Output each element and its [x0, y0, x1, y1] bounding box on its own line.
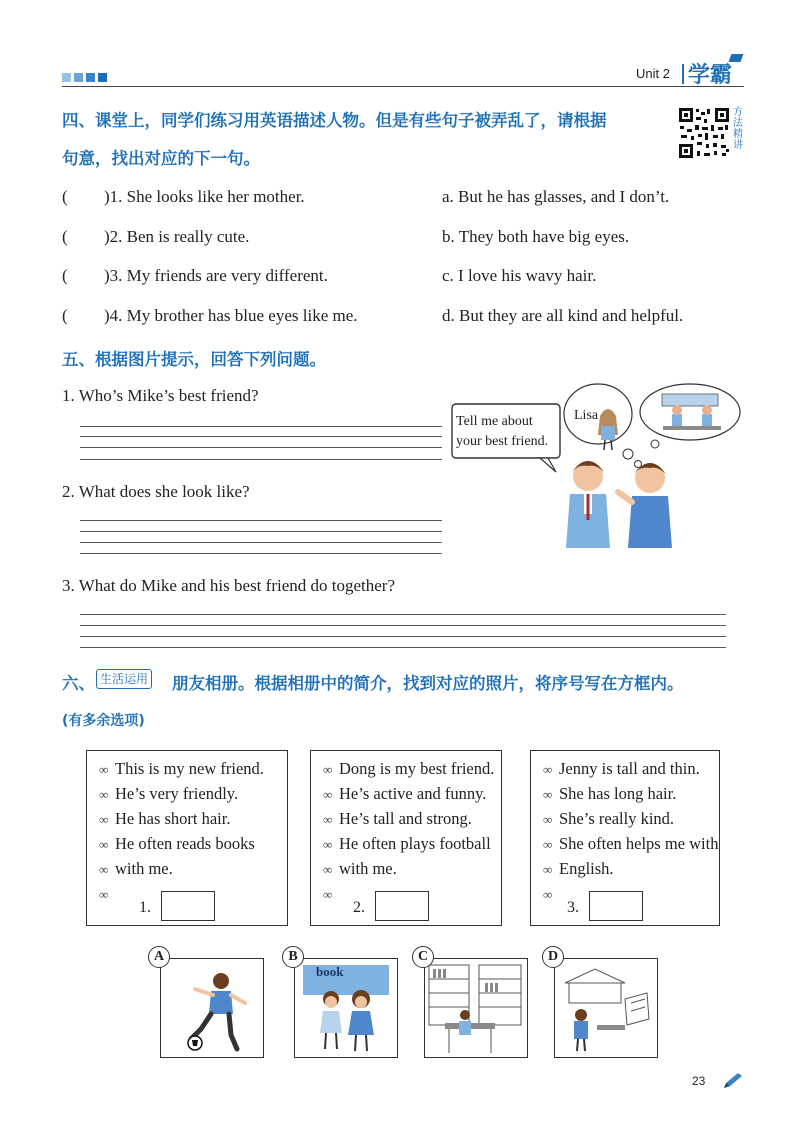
s4-item-2-text: )2. Ben is really cute. [104, 227, 250, 246]
s4-option-d: d. But they are all kind and helpful. [442, 306, 684, 325]
qr-code[interactable] [678, 107, 730, 159]
album-card-1 [86, 750, 288, 926]
section6-title: 朋友相册。根据相册中的简介，找到对应的照片，将序号写在方框内。 [172, 674, 684, 693]
header-divider [682, 64, 684, 84]
thought-bubble-name: Lisa [574, 408, 599, 423]
card3-answer-box[interactable] [589, 891, 643, 921]
card2-line2: ∞ He’s active and funny. [323, 784, 487, 803]
page-number: 23 [692, 1074, 706, 1088]
s4-option-a: a. But he has glasses, and I don’t. [442, 187, 670, 206]
section5-title: 五、根据图片提示，回答下列问题。 [62, 350, 326, 369]
s4-item-4-paren[interactable]: ( [62, 306, 68, 325]
card2-line5: ∞ with me. [323, 859, 397, 878]
photo-a[interactable] [160, 958, 264, 1058]
card1-line5: ∞ with me. [99, 859, 173, 878]
header-rule [62, 86, 744, 87]
s5-question-2: 2. What does she look like? [62, 482, 250, 501]
section6-tag: 生活运用 [96, 669, 152, 689]
brand-cap-icon [729, 54, 744, 62]
pencil-icon [722, 1072, 744, 1095]
photo-c[interactable] [424, 958, 528, 1058]
s4-item-3-text: )3. My friends are very different. [104, 266, 328, 285]
s5-question-3: 3. What do Mike and his best friend do together? [62, 576, 395, 595]
card2-number: 2. [353, 899, 365, 916]
card1-line3: ∞ He has short hair. [99, 809, 231, 828]
card2-answer-box[interactable] [375, 891, 429, 921]
card3-line5: ∞ English. [543, 859, 614, 878]
card1-number: 1. [139, 899, 151, 916]
brand-logo: 学霸 [688, 63, 733, 88]
card3-line1: ∞ Jenny is tall and thin. [543, 759, 700, 778]
card3-line3: ∞ She’s really kind. [543, 809, 675, 828]
speech-bubble-line1: Tell me about [456, 414, 533, 429]
card1-line4: ∞ He often reads books [99, 834, 255, 853]
section6-prefix: 六、 [62, 674, 95, 693]
photo-a-label: A [148, 946, 170, 968]
speech-bubble-line2: your best friend. [456, 434, 549, 449]
s5-question-1: 1. Who’s Mike’s best friend? [62, 386, 259, 405]
card1-answer-box[interactable] [161, 891, 215, 921]
photo-d-label: D [542, 946, 564, 968]
qr-caption: 方法精讲 [733, 107, 743, 151]
album-card-2 [310, 750, 502, 926]
photo-c-label: C [412, 946, 434, 968]
section4-title-line2: 句意，找出对应的下一句。 [62, 149, 260, 168]
photo-b[interactable] [294, 958, 398, 1058]
card3-ring: ∞ [543, 887, 553, 902]
header-squares [62, 69, 107, 87]
card2-line1: ∞ Dong is my best friend. [323, 759, 495, 778]
photo-b-sign: book [316, 964, 344, 979]
unit-label: Unit 2 [636, 66, 670, 81]
s4-item-4-text: )4. My brother has blue eyes like me. [104, 306, 358, 325]
s4-option-b: b. They both have big eyes. [442, 227, 630, 246]
s4-item-1-paren[interactable]: ( [62, 187, 68, 206]
card2-line4: ∞ He often plays football [323, 834, 491, 853]
photo-d[interactable] [554, 958, 658, 1058]
card1-ring: ∞ [99, 887, 109, 902]
s4-item-1-text: )1. She looks like her mother. [104, 187, 305, 206]
photo-b-label: B [282, 946, 304, 968]
card2-ring: ∞ [323, 887, 333, 902]
card2-line3: ∞ He’s tall and strong. [323, 809, 472, 828]
section4-title-line1: 四、课堂上，同学们练习用英语描述人物。但是有些句子被弄乱了，请根据 [62, 111, 607, 130]
album-card-3 [530, 750, 720, 926]
s5-illustration [448, 380, 748, 550]
card1-line2: ∞ He’s very friendly. [99, 784, 239, 803]
card3-number: 3. [567, 899, 579, 916]
card3-line4: ∞ She often helps me with [543, 834, 719, 853]
section6-note: (有多余选项) [62, 713, 145, 729]
s4-item-3-paren[interactable]: ( [62, 266, 68, 285]
card1-line1: ∞ This is my new friend. [99, 759, 264, 778]
s4-option-c: c. I love his wavy hair. [442, 266, 597, 285]
s4-item-2-paren[interactable]: ( [62, 227, 68, 246]
card3-line2: ∞ She has long hair. [543, 784, 677, 803]
